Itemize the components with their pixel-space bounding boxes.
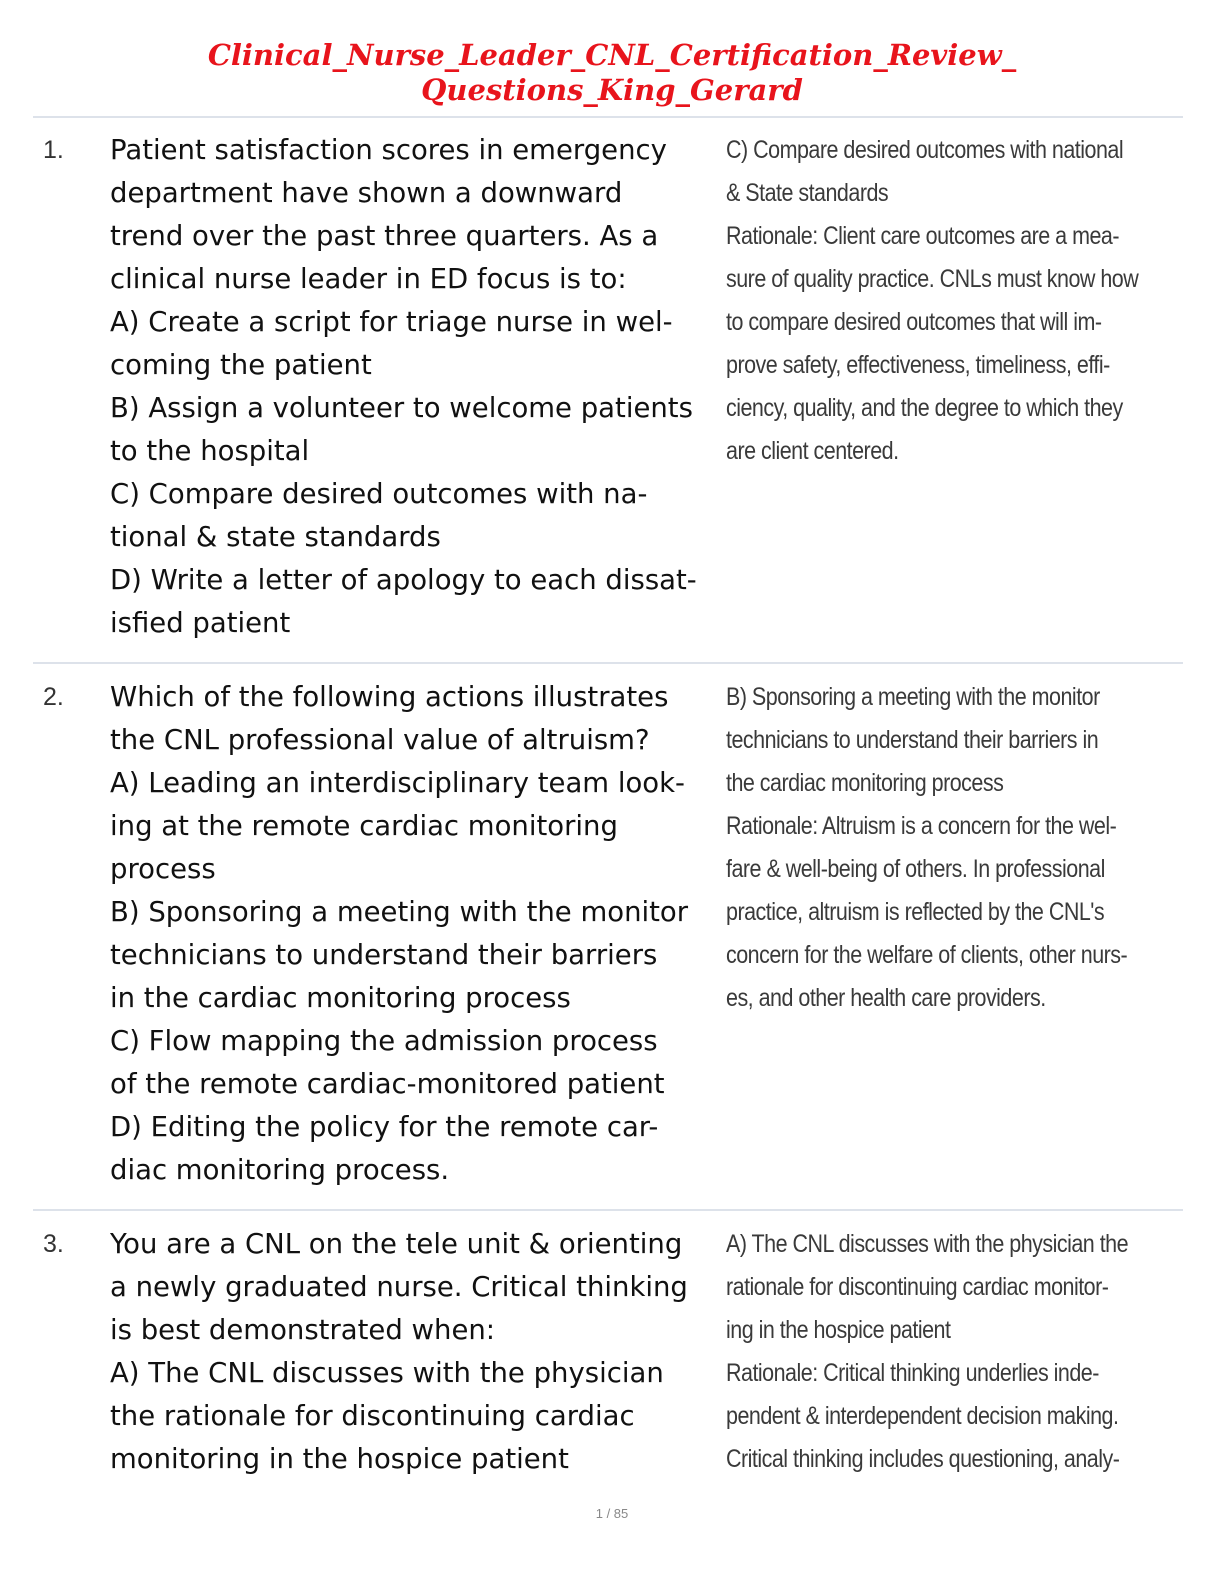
answer-line: B) Sponsoring a meeting with the monitor [726,683,1100,711]
question-line: A) Create a script for triage nurse in wel- [110,306,673,338]
question-line: the rationale for discontinuing cardiac [110,1400,635,1432]
question-text [110,129,722,645]
question-line: C) Flow mapping the admission process [110,1025,658,1057]
question-line: the CNL professional value of altruism? [110,724,650,756]
question-line: process [110,853,216,885]
question-number: 3. [43,1230,64,1258]
question-line: department have shown a downward [110,177,623,209]
question-line: trend over the past three quarters. As a [110,220,659,252]
question-line: in the cardiac monitoring process [110,982,571,1014]
answer-text [726,676,1128,1020]
question-line: A) Leading an interdisciplinary team look- [110,767,685,799]
question-line: to the hospital [110,435,310,467]
question-line: D) Write a letter of apology to each dissat- [110,564,697,596]
answer-line: ciency, quality, and the degree to which they [726,394,1123,422]
question-line: Which of the following actions illustrates [110,681,669,713]
question-line: coming the patient [110,349,372,381]
question-line: is best demonstrated when: [110,1314,496,1346]
answer-line: es, and other health care providers. [726,984,1046,1012]
divider [33,116,1183,118]
answer-line: to compare desired outcomes that will im- [726,308,1102,336]
answer-line: sure of quality practice. CNLs must know how [726,265,1139,293]
title-line-2: Questions_King_Gerard [421,73,803,107]
answer-line: & State standards [726,179,889,207]
question-line: A) The CNL discusses with the physician [110,1357,664,1389]
answer-line: ing in the hospice patient [726,1316,951,1344]
question-line: monitoring in the hospice patient [110,1443,569,1475]
answer-line: Rationale: Altruism is a concern for the wel- [726,812,1117,840]
question-number: 1. [43,136,64,164]
question-line: technicians to understand their barriers [110,939,658,971]
title-line-1: Clinical_Nurse_Leader_CNL_Certification_Review_ [207,38,1017,72]
question-line: a newly graduated nurse. Critical thinking [110,1271,688,1303]
answer-line: technicians to understand their barriers in [726,726,1099,754]
answer-line: Rationale: Critical thinking underlies inde- [726,1359,1099,1387]
answer-line: practice, altruism is reflected by the CNL's [726,898,1105,926]
question-text [110,1223,722,1481]
question-line: Patient satisfaction scores in emergency [110,134,667,166]
document-title [0,38,1224,108]
question-line: ing at the remote cardiac monitoring [110,810,618,842]
answer-text [726,1223,1129,1481]
answer-text [726,129,1139,473]
answer-line: fare & well-being of others. In professional [726,855,1105,883]
divider [33,1209,1183,1211]
question-line: B) Sponsoring a meeting with the monitor [110,896,689,928]
answer-line: Critical thinking includes questioning, analy- [726,1445,1120,1473]
question-number: 2. [43,683,64,711]
answer-line: the cardiac monitoring process [726,769,1004,797]
question-line: clinical nurse leader in ED focus is to: [110,263,627,295]
question-line: D) Editing the policy for the remote car- [110,1111,659,1143]
answer-line: rationale for discontinuing cardiac monitor- [726,1273,1109,1301]
answer-line: Rationale: Client care outcomes are a mea- [726,222,1120,250]
question-line: diac monitoring process. [110,1154,450,1186]
divider [33,662,1183,664]
question-line: tional & state standards [110,521,441,553]
question-line: B) Assign a volunteer to welcome patients [110,392,693,424]
question-line: of the remote cardiac-monitored patient [110,1068,665,1100]
answer-line: A) The CNL discusses with the physician the [726,1230,1129,1258]
answer-line: are client centered. [726,437,899,465]
answer-line: pendent & interdependent decision making. [726,1402,1119,1430]
question-line: You are a CNL on the tele unit & orienting [110,1228,683,1260]
answer-line: C) Compare desired outcomes with national [726,136,1124,164]
question-line: isfied patient [110,607,291,639]
question-text [110,676,722,1192]
page-indicator: 1 / 85 [595,1506,629,1521]
answer-line: prove safety, effectiveness, timeliness, effi- [726,351,1110,379]
question-line: C) Compare desired outcomes with na- [110,478,648,510]
answer-line: concern for the welfare of clients, other nurs- [726,941,1128,969]
